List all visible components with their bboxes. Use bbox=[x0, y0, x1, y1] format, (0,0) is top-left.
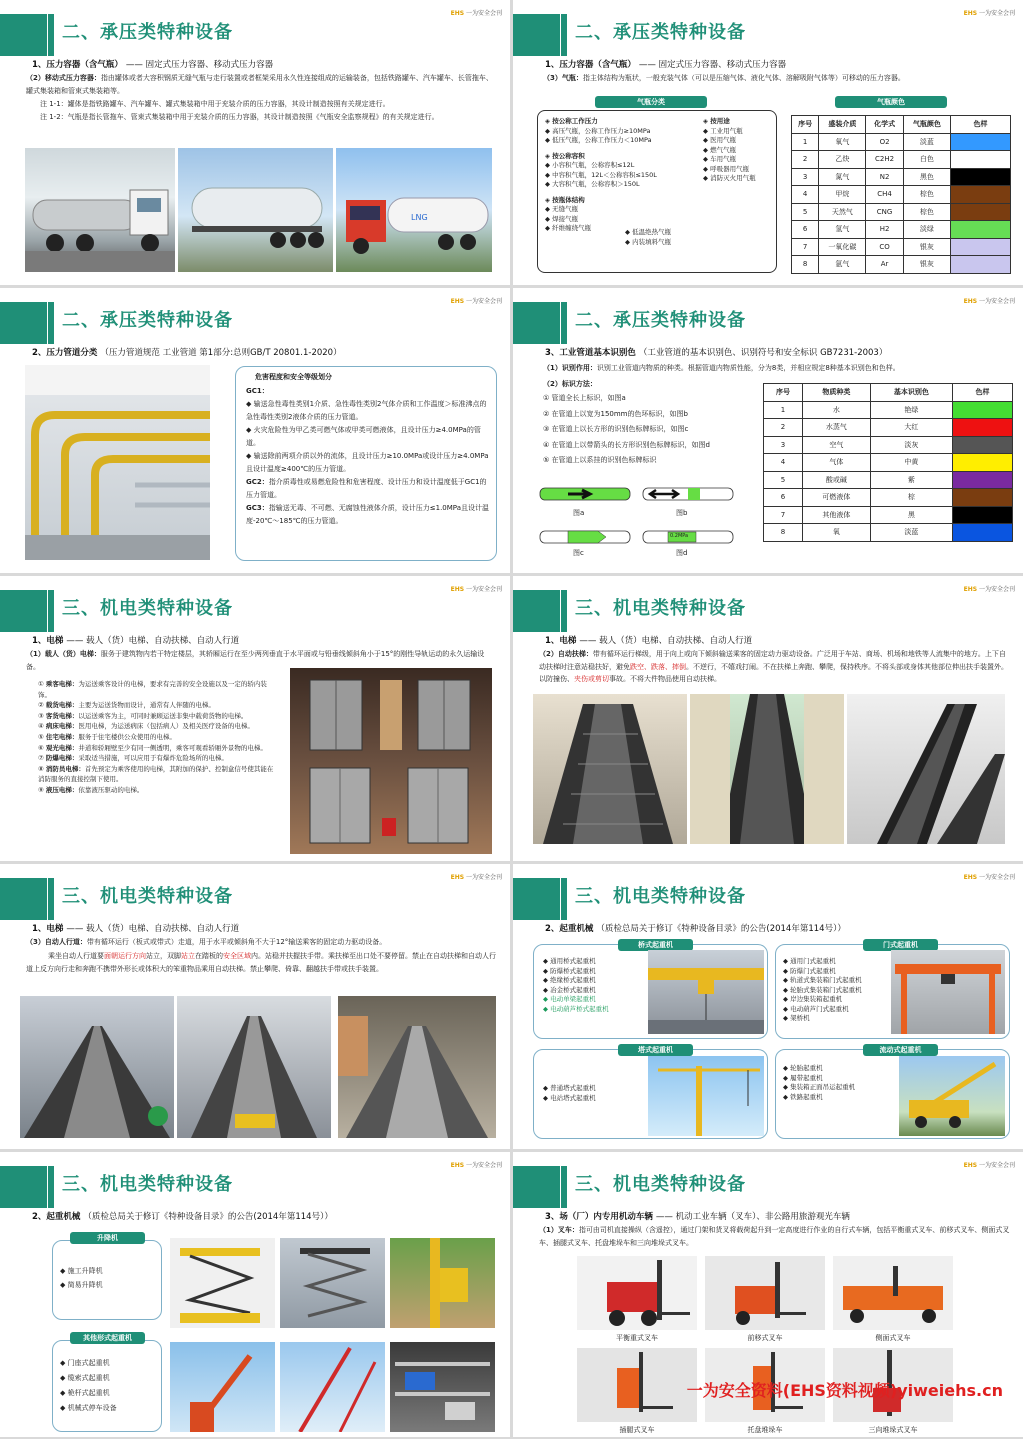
list-item: ① 乘客电梯：为运送乘客设计的电梯，要求有完善的安全设施以及一定的轿内装饰。 bbox=[38, 680, 267, 699]
list-item: ◆ 中容积气瓶，12L＜公称容积≤150L bbox=[545, 170, 657, 179]
list-item: ④ 在管道上以带箭头的长方形识别色标牌标识，如图d bbox=[543, 440, 710, 449]
table-cell: H2 bbox=[866, 221, 903, 239]
slide-10 bbox=[513, 1152, 1023, 1437]
list-item: ◆ 电动单梁起重机 bbox=[543, 995, 596, 1003]
tower-crane-photo bbox=[648, 1056, 764, 1136]
classification-pill: 气瓶分类 bbox=[595, 96, 707, 108]
list-item: ② 在管道上以宽为150mm的色环标识，如图b bbox=[543, 409, 688, 418]
watermark: 一为安全资料(EHS资料视频)yiweiehs.cn bbox=[686, 1381, 1003, 1400]
section-heading: 2、起重机械 （质检总局关于修订《特种设备目录》的公告(2014年第114号）） bbox=[32, 1212, 333, 1222]
color-swatch bbox=[951, 256, 1011, 274]
table-cell: 空气 bbox=[803, 436, 871, 454]
slide-title: 二、承压类特种设备 bbox=[575, 22, 746, 43]
list-item: ◆ 无缝气瓶 bbox=[545, 205, 579, 213]
table-cell: 1 bbox=[764, 401, 803, 419]
list-item: ② 载货电梯：主要为运送货物而设计，通常有人伴随的电梯。 bbox=[38, 701, 215, 710]
header-bar bbox=[513, 878, 560, 920]
list-item: ◆ 低压气瓶，公称工作压力＜10MPa bbox=[545, 136, 652, 144]
body-text: （2）自动扶梯：带有循环运行梯级，用于向上或向下倾斜输送乘客的固定动力驱动设备。广泛用于车站、商场、机场和地铁等人流集中的地方。上下自动扶梯时注意站稳扶好，避免跌空、跌落、摔倒。不逆行，不嬉戏打闹。不在扶梯上奔跑、攀爬，保持秩序。不将头部或身体其他部位伸出扶手装置外。以防撞伤、夹伤或剪切事故。不将大件物品使用自动扶梯。 bbox=[539, 650, 1008, 683]
table-cell: C2H2 bbox=[866, 151, 903, 169]
brand-logo: EHS 一为安全会刊 bbox=[450, 1162, 502, 1169]
body-text: （1）叉车：指可由司机直接操纵（含遥控），通过门架和货叉将载荷起升到一定高度进行作业的自行式车辆，包括平衡重式叉车、前移式叉车、侧面式叉车、插腿式叉车、托盘堆垛车和三向堆垛式叉车。 bbox=[539, 1226, 1010, 1247]
slide-8 bbox=[513, 864, 1023, 1149]
list-item: ⑤ 在管道上以系挂的识别色标牌标识 bbox=[543, 456, 657, 464]
table-header: 色样 bbox=[953, 384, 1013, 402]
list-item: ◆ 防爆门式起重机 bbox=[783, 966, 836, 975]
slide-6 bbox=[513, 576, 1023, 861]
list-item: ◆ 施工升降机 bbox=[60, 1267, 103, 1275]
list-item: ⑧ 消防员电梯：首先预定为乘客使用的电梯，其附加的保护、控制盒信号使其能在消防服务的直接控制下使用。 bbox=[38, 764, 274, 784]
list-item: ⑨ 液压电梯：依靠液压驱动的电梯。 bbox=[38, 785, 144, 794]
list-item: ⑦ 防爆电梯：采取适当措施，可以应用于有爆炸危险场所的电梯。 bbox=[38, 754, 228, 763]
list-item: ◆ 车用气瓶 bbox=[703, 155, 737, 163]
table-row bbox=[792, 221, 1011, 239]
table-header: 化学式 bbox=[866, 116, 903, 134]
header-bar bbox=[0, 1166, 47, 1208]
table-cell: 3 bbox=[792, 168, 819, 186]
header-bar bbox=[0, 14, 47, 56]
slide-5 bbox=[0, 576, 510, 861]
section-heading: 3、场（厂）内专用机动车辆 —— 机动工业车辆（叉车）、非公路用旅游观光车辆 bbox=[545, 1212, 850, 1222]
table-cell: 氢气 bbox=[819, 221, 866, 239]
section-heading: 1、电梯 —— 载人（货）电梯、自动扶梯、自动人行道 bbox=[32, 636, 240, 646]
list-item: ◆ 架桥机 bbox=[783, 1014, 810, 1022]
color-swatch bbox=[953, 419, 1013, 437]
color-swatch bbox=[951, 203, 1011, 221]
table-cell: 棕 bbox=[870, 489, 952, 507]
brand-logo: EHS 一为安全会刊 bbox=[963, 874, 1015, 881]
body-text: （3）气瓶：指主体结构为瓶状，一般充装气体（可以是压缩气体、液化气体、溶解吸附气体等）可移动的压力容器。 bbox=[543, 74, 905, 82]
list-item: ◆ 大容积气瓶，公称容积＞150L bbox=[545, 180, 640, 188]
header-bar bbox=[513, 302, 560, 344]
table-row bbox=[764, 524, 1013, 542]
table-cell: 6 bbox=[792, 221, 819, 239]
list-item: ◆ 呼吸器用气瓶 bbox=[703, 164, 750, 173]
list-item: ◆ 输送除前两项介质以外的流体，且设计压力≥10.0MPa或设计压力≥4.0MPa且设计温度≥400℃的压力管道。 bbox=[246, 452, 489, 473]
gantry-crane-photo bbox=[891, 950, 1005, 1034]
header-bar bbox=[513, 1166, 560, 1208]
table-cell: CH4 bbox=[866, 186, 903, 204]
slide-title: 三、机电类特种设备 bbox=[575, 1174, 746, 1195]
table-cell: 4 bbox=[792, 186, 819, 204]
section-heading: 1、电梯 —— 载人（货）电梯、自动扶梯、自动人行道 bbox=[32, 924, 240, 934]
hazard-box-title: 危害程度和安全等级划分 bbox=[255, 373, 332, 381]
structure-list-b bbox=[625, 228, 671, 247]
list-item: ⑥ 观光电梯：井道和轿厢壁至少有同一侧透明，乘客可观看轿厢外景物的电梯。 bbox=[38, 743, 267, 752]
table-row bbox=[764, 506, 1013, 524]
table-cell: 大红 bbox=[870, 419, 952, 437]
brand-logo: EHS 一为安全会刊 bbox=[963, 586, 1015, 593]
section-heading: 1、压力容器（含气瓶） —— 固定式压力容器、移动式压力容器 bbox=[32, 60, 274, 70]
slide-2 bbox=[513, 0, 1023, 285]
scissor-lift-photo bbox=[170, 1238, 275, 1328]
brand-logo: EHS 一为安全会刊 bbox=[450, 586, 502, 593]
table-row bbox=[764, 471, 1013, 489]
table-cell: 5 bbox=[792, 203, 819, 221]
lift-list bbox=[60, 1264, 103, 1292]
header-bar-accent bbox=[561, 878, 567, 920]
lift-platform-photo bbox=[280, 1238, 385, 1328]
header-bar bbox=[0, 590, 47, 632]
table-cell: 氧气 bbox=[819, 133, 866, 151]
table-row bbox=[764, 489, 1013, 507]
table-cell: CNG bbox=[866, 203, 903, 221]
list-item: ◆ 电动葫芦门式起重机 bbox=[783, 1004, 849, 1013]
escalator-photo-1 bbox=[533, 694, 687, 844]
table-cell: 1 bbox=[792, 133, 819, 151]
tube-trailer-photo bbox=[336, 148, 492, 272]
walkway-photo-1 bbox=[20, 996, 174, 1138]
list-item: ◆ 低温绝热气瓶 bbox=[625, 228, 672, 236]
mobile-crane-list bbox=[783, 1064, 855, 1102]
slide-title: 三、机电类特种设备 bbox=[575, 886, 746, 907]
table-cell: 氩气 bbox=[819, 256, 866, 274]
slide-7 bbox=[0, 864, 510, 1149]
section-heading: 3、工业管道基本识别色 （工业管道的基本识别色、识别符号和安全标识 GB7231-2003） bbox=[545, 348, 888, 358]
color-swatch bbox=[951, 221, 1011, 239]
color-swatch bbox=[953, 524, 1013, 542]
table-cell: 银灰 bbox=[903, 238, 950, 256]
brand-logo: EHS 一为安全会刊 bbox=[963, 10, 1015, 17]
list-item: ◆ 桅杆式起重机 bbox=[60, 1389, 110, 1397]
table-cell: 淡灰 bbox=[870, 436, 952, 454]
tower-crane-pill: 塔式起重机 bbox=[618, 1044, 693, 1056]
table-cell: 一氧化碳 bbox=[819, 238, 866, 256]
table-row bbox=[764, 436, 1013, 454]
body-text: （3）自动人行道：带有循环运行（板式或带式）走道，用于水平或倾斜角不大于12°输送乘客的固定动力驱动设备。 bbox=[26, 938, 387, 946]
parking-equipment-photo bbox=[390, 1342, 495, 1432]
table-cell: 其他液体 bbox=[803, 506, 871, 524]
table-cell: 淡蓝 bbox=[903, 133, 950, 151]
list-item: ◆ 缆索式起重机 bbox=[60, 1374, 110, 1382]
usage-list: ◈ 按用途 ◆ 工业用气瓶 ◆ 医用气瓶 ◆ 燃气气瓶 ◆ 车用气瓶 ◆ 呼吸器用气瓶 ◆ 消防灭火用气瓶 bbox=[703, 117, 756, 182]
color-swatch bbox=[951, 133, 1011, 151]
list-item: ◆ 普通塔式起重机 bbox=[543, 1084, 596, 1092]
list-item: ◆ 火灾危险性为甲乙类可燃气体或甲类可燃液体，且设计压力≥4.0MPa的管道。 bbox=[246, 426, 481, 447]
table-cell: 乙炔 bbox=[819, 151, 866, 169]
table-cell: 黑 bbox=[870, 506, 952, 524]
section-heading: 2、压力管道分类 （压力管道规范 工业管道 第1部分:总则GB/T 20801.1-2020） bbox=[32, 348, 342, 358]
brand-logo: EHS 一为安全会刊 bbox=[450, 10, 502, 17]
table-cell: 水蒸气 bbox=[803, 419, 871, 437]
brand-logo: EHS 一为安全会刊 bbox=[963, 298, 1015, 305]
list-item: ◆ 电站塔式起重机 bbox=[543, 1093, 596, 1102]
table-cell: 水 bbox=[803, 401, 871, 419]
slide-1 bbox=[0, 0, 510, 285]
color-swatch bbox=[953, 471, 1013, 489]
slide-title: 三、机电类特种设备 bbox=[62, 1174, 233, 1195]
fig-c-label: 图c bbox=[573, 549, 584, 557]
color-swatch bbox=[951, 151, 1011, 169]
list-item: ◆ 铁路起重机 bbox=[783, 1092, 823, 1101]
note-1: 注 1-1：罐体是指铁路罐车、汽车罐车、罐式集装箱中用于充装介质的压力容器，其设计制造按照有关规定进行。 bbox=[40, 100, 390, 108]
brand-logo: EHS 一为安全会刊 bbox=[450, 298, 502, 305]
table-cell: 银灰 bbox=[903, 256, 950, 274]
other-crane-pill: 其他形式起重机 bbox=[70, 1332, 145, 1344]
method-heading: （2）标识方法： bbox=[543, 380, 597, 388]
other-crane-list bbox=[60, 1356, 117, 1416]
list-item: ◆ 岸边集装箱起重机 bbox=[783, 995, 843, 1003]
table-cell: 7 bbox=[792, 238, 819, 256]
slide-9 bbox=[0, 1152, 510, 1437]
table-row bbox=[764, 401, 1013, 419]
list-item: ◆ 轮胎式集装箱门式起重机 bbox=[783, 985, 862, 994]
header-bar-accent bbox=[48, 878, 54, 920]
table-cell: 棕色 bbox=[903, 203, 950, 221]
table-cell: 天然气 bbox=[819, 203, 866, 221]
body-text: （1）载人（货）电梯：服务于建筑物内若干特定楼层，其轿厢运行在至少两列垂直于水平面或与铅垂线倾斜角小于15°的刚性导轨运动的永久运输设备。 bbox=[26, 650, 485, 671]
table-cell: 2 bbox=[764, 419, 803, 437]
method-list bbox=[543, 391, 773, 469]
list-item: ◆ 集装箱正面吊运起重机 bbox=[783, 1083, 856, 1091]
color-swatch bbox=[951, 186, 1011, 204]
list-item: ◆ 冶金桥式起重机 bbox=[543, 985, 596, 994]
slide-title: 二、承压类特种设备 bbox=[62, 310, 233, 331]
list-item: ◆ 医用气瓶 bbox=[703, 136, 737, 144]
color-swatch bbox=[953, 401, 1013, 419]
color-pill: 气瓶颜色 bbox=[835, 96, 947, 108]
list-item: ◆ 门座式起重机 bbox=[60, 1359, 110, 1367]
table-cell: 酸或碱 bbox=[803, 471, 871, 489]
list-item: ◆ 简易升降机 bbox=[60, 1281, 103, 1289]
color-swatch bbox=[953, 489, 1013, 507]
fig-d-label: 图d bbox=[676, 549, 688, 557]
fig-a-label: 图a bbox=[573, 509, 585, 517]
table-cell: N2 bbox=[866, 168, 903, 186]
table-cell: 4 bbox=[764, 454, 803, 472]
list-item: ◆ 内装填料气瓶 bbox=[625, 237, 672, 246]
list-item: ◆ 工业用气瓶 bbox=[703, 126, 743, 135]
color-swatch bbox=[951, 238, 1011, 256]
fig-d-tag: 0.2MPa bbox=[670, 533, 689, 539]
brand-logo: EHS 一为安全会刊 bbox=[450, 874, 502, 881]
lift-pill: 升降机 bbox=[70, 1232, 145, 1244]
brand-logo: EHS 一为安全会刊 bbox=[963, 1162, 1015, 1169]
list-item: ◆ 消防灭火用气瓶 bbox=[703, 174, 756, 182]
forklift-caption-2: 前移式叉车 bbox=[747, 1334, 783, 1342]
header-bar-accent bbox=[48, 1166, 54, 1208]
walkway-photo-3 bbox=[338, 996, 496, 1138]
side-forklift-photo bbox=[833, 1256, 953, 1330]
color-swatch bbox=[953, 506, 1013, 524]
list-item: ◆ 纤维缠绕气瓶 bbox=[545, 224, 592, 232]
table-cell: 白色 bbox=[903, 151, 950, 169]
escalator-photo-2 bbox=[690, 694, 844, 844]
list-item: ◆ 高压气瓶，公称工作压力≥10MPa bbox=[545, 126, 651, 135]
bridge-crane-list bbox=[543, 957, 609, 1014]
cylinder-color-table bbox=[791, 115, 1011, 274]
table-cell: 棕色 bbox=[903, 186, 950, 204]
table-cell: 2 bbox=[792, 151, 819, 169]
table-row bbox=[792, 256, 1011, 274]
header-bar bbox=[0, 878, 47, 920]
header-bar bbox=[513, 14, 560, 56]
forklift-caption-3: 侧面式叉车 bbox=[875, 1334, 911, 1342]
table-header: 序号 bbox=[792, 116, 819, 134]
escalator-photo-3 bbox=[847, 694, 1005, 844]
table-row bbox=[792, 238, 1011, 256]
header-bar-accent bbox=[48, 302, 54, 344]
table-cell: 6 bbox=[764, 489, 803, 507]
header-bar-accent bbox=[561, 590, 567, 632]
list-item: ◆ 履带起重机 bbox=[783, 1073, 823, 1082]
safety-text: 乘坐自动人行道要面朝运行方向站立，双脚站立在踏板的安全区域内。站稳并扶握扶手带。乘扶梯至出口处不要停留。禁止在自动扶梯和自动人行道上反方向行走和奔跑不携带外形长或体积大的笨重物品乘用自动扶梯。禁止攀爬、倚靠、翻越扶手带或扶手装置。 bbox=[26, 952, 496, 973]
tanker-truck-photo bbox=[25, 148, 175, 272]
forklift-caption-5: 托盘堆垛车 bbox=[747, 1426, 783, 1434]
list-item: ◆ 输送急性毒性类别1介质、急性毒性类别2气体介质和工作温度＞标准沸点的急性毒性类别2液体介质的压力管道。 bbox=[246, 400, 487, 421]
section-heading: 1、电梯 —— 载人（货）电梯、自动扶梯、自动人行道 bbox=[545, 636, 753, 646]
table-cell: 7 bbox=[764, 506, 803, 524]
slide-title: 二、承压类特种设备 bbox=[62, 22, 233, 43]
table-cell: 紫 bbox=[870, 471, 952, 489]
note-2: 注 1-2：气瓶是指长管拖车、管束式集装箱中用于充装介质的压力容器，其设计制造按照《气瓶安全监察规程》的有关规定进行。 bbox=[40, 113, 439, 121]
elevator-type-list bbox=[38, 679, 278, 796]
table-header: 气瓶颜色 bbox=[903, 116, 950, 134]
header-bar-accent bbox=[561, 1166, 567, 1208]
pipeline-photo bbox=[25, 365, 210, 560]
list-item: ◆ 通用门式起重机 bbox=[783, 957, 836, 965]
table-cell: 氮气 bbox=[819, 168, 866, 186]
list-item: ◆ 通用桥式起重机 bbox=[543, 957, 596, 965]
forklift-caption-6: 三向堆垛式叉车 bbox=[868, 1426, 918, 1434]
table-row bbox=[792, 133, 1011, 151]
table-row bbox=[792, 168, 1011, 186]
table-cell: 3 bbox=[764, 436, 803, 454]
list-item: ◆ 焊接气瓶 bbox=[545, 214, 579, 223]
table-row bbox=[764, 454, 1013, 472]
slide-title: 三、机电类特种设备 bbox=[62, 598, 233, 619]
portal-crane-photo bbox=[170, 1342, 275, 1432]
list-item: ◆ 防爆桥式起重机 bbox=[543, 966, 596, 975]
table-row bbox=[792, 151, 1011, 169]
table-cell: 8 bbox=[792, 256, 819, 274]
table-header: 盛装介质 bbox=[819, 116, 866, 134]
table-cell: 甲烷 bbox=[819, 186, 866, 204]
list-item: ◆ 轨道式集装箱门式起重机 bbox=[783, 976, 862, 984]
table-cell: CO bbox=[866, 238, 903, 256]
bridge-crane-pill: 桥式起重机 bbox=[618, 939, 693, 951]
table-cell: 气体 bbox=[803, 454, 871, 472]
gantry-crane-list bbox=[783, 957, 862, 1024]
pipe-color-table bbox=[763, 383, 1013, 542]
list-item: ◆ 燃气气瓶 bbox=[703, 145, 737, 154]
table-cell: 黑色 bbox=[903, 168, 950, 186]
table-header: 基本识别色 bbox=[870, 384, 952, 402]
gc-levels: GC1： ◆ 输送急性毒性类别1介质、急性毒性类别2气体介质和工作温度＞标准沸点的急性毒性类别2液体介质的压力管道。 ◆ 火灾危险性为甲乙类可燃气体或甲类可燃液体，且设计压力≥4.0MPa的管道。 ◆ 输送除前两项介质以外的流体，且设计压力≥10.0MPa或设计压力≥4.0MPa且设计温度≥400℃的压力管道。 GC2：指介质毒性或易燃危险性和危害程度、设计压力和设计温度低于GC1的压力管道。 GC3：指输送无毒、不可燃、无腐蚀性液体介质，设计压力≤1.0MPa且设计温度-20℃～185℃的压力管道。 bbox=[246, 387, 489, 525]
elevator-photo bbox=[290, 668, 492, 854]
reach-forklift-photo bbox=[705, 1256, 825, 1330]
tower-crane-list bbox=[543, 1084, 596, 1103]
table-cell: 可燃液体 bbox=[803, 489, 871, 507]
tank-trailer-photo bbox=[178, 148, 333, 272]
slide-title: 三、机电类特种设备 bbox=[62, 886, 233, 907]
table-header: 序号 bbox=[764, 384, 803, 402]
mobile-crane-pill: 流动式起重机 bbox=[863, 1044, 938, 1056]
table-row bbox=[764, 419, 1013, 437]
table-cell: Ar bbox=[866, 256, 903, 274]
list-item: ◆ 轮胎起重机 bbox=[783, 1064, 823, 1072]
straddle-forklift-photo bbox=[577, 1348, 697, 1422]
table-row bbox=[792, 186, 1011, 204]
header-bar-accent bbox=[561, 302, 567, 344]
forklift-caption-1: 平衡重式叉车 bbox=[616, 1334, 658, 1342]
bridge-crane-photo bbox=[648, 950, 764, 1034]
gantry-crane-pill: 门式起重机 bbox=[863, 939, 938, 951]
list-item: ① 管道全长上标识，如图a bbox=[543, 394, 626, 402]
table-header: 色样 bbox=[951, 116, 1011, 134]
fig-b-label: 图b bbox=[676, 509, 688, 517]
mobile-crane-photo bbox=[899, 1056, 1005, 1136]
section-heading: 2、起重机械 （质检总局关于修订《特种设备目录》的公告(2014年第114号）） bbox=[545, 924, 846, 934]
list-item: ③ 客货电梯：以运送乘客为主，可同时兼顾运送非集中载荷货物的电梯。 bbox=[38, 711, 248, 720]
svg-text:LNG: LNG bbox=[411, 213, 428, 222]
counterbalance-forklift-photo bbox=[577, 1256, 697, 1330]
slide-4 bbox=[513, 288, 1023, 573]
slide-3 bbox=[0, 288, 510, 573]
list-item: ③ 在管道上以长方形的识别色标牌标识，如图c bbox=[543, 425, 689, 433]
header-bar bbox=[513, 590, 560, 632]
slide-title: 二、承压类特种设备 bbox=[575, 310, 746, 331]
header-bar-accent bbox=[48, 590, 54, 632]
section-heading: 1、压力容器（含气瓶） —— 固定式压力容器、移动式压力容器 bbox=[545, 60, 787, 70]
table-cell: 5 bbox=[764, 471, 803, 489]
color-swatch bbox=[951, 168, 1011, 186]
header-bar-accent bbox=[48, 14, 54, 56]
table-row bbox=[792, 203, 1011, 221]
list-item: ◆ 小容积气瓶，公称容积≤12L bbox=[545, 161, 635, 169]
table-cell: 淡绿 bbox=[903, 221, 950, 239]
mast-crane-photo bbox=[280, 1342, 385, 1432]
forklift-caption-4: 插腿式叉车 bbox=[619, 1426, 655, 1434]
classification-list-left: ◈ 按公称工作压力 ◆ 高压气瓶，公称工作压力≥10MPa ◆ 低压气瓶，公称工作压力＜10MPa ◈ 按公称容积 ◆ 小容积气瓶，公称容积≤12L ◆ 中容积气瓶，12L＜公称容积≤150L ◆ 大容积气瓶，公称容积＞150L ◈ 按瓶体结构 ◆ 无缝气瓶 ◆ 焊接气瓶 ◆ 纤维缠绕气瓶 bbox=[545, 117, 695, 234]
color-swatch bbox=[953, 454, 1013, 472]
slide-title: 三、机电类特种设备 bbox=[575, 598, 746, 619]
color-swatch bbox=[953, 436, 1013, 454]
construction-hoist-photo bbox=[390, 1238, 495, 1328]
header-bar bbox=[0, 302, 47, 344]
header-bar-accent bbox=[561, 14, 567, 56]
table-cell: 艳绿 bbox=[870, 401, 952, 419]
body-text: （1）识别作用：识别工业管道内物质的种类。根据管道内物质性能，分为8类，并相应规定8种基本识别色和色样。 bbox=[543, 364, 900, 372]
list-item: ⑤ 住宅电梯：服务于住宅楼供公众使用的电梯。 bbox=[38, 732, 176, 741]
list-item: ◆ 电动葫芦桥式起重机 bbox=[543, 1004, 609, 1013]
table-cell: 8 bbox=[764, 524, 803, 542]
table-cell: O2 bbox=[866, 133, 903, 151]
list-item: ④ 病床电梯：医用电梯，为运送病床（包括病人）及相关医疗设备的电梯。 bbox=[38, 722, 254, 731]
table-cell: 中黄 bbox=[870, 454, 952, 472]
list-item: ◆ 机械式停车设备 bbox=[60, 1404, 117, 1412]
walkway-photo-2 bbox=[177, 996, 331, 1138]
list-item: ◆ 绝缘桥式起重机 bbox=[543, 976, 596, 984]
body-text: （2）移动式压力容器：指由罐体或者大容积钢质无缝气瓶与走行装置或者框架采用永久性连接组成的运输装备，包括铁路罐车、汽车罐车、长管拖车、罐式集装箱和管束式集装箱等。 bbox=[26, 74, 493, 95]
table-header: 物质种类 bbox=[803, 384, 871, 402]
table-cell: 氧 bbox=[803, 524, 871, 542]
table-cell: 淡蓝 bbox=[870, 524, 952, 542]
